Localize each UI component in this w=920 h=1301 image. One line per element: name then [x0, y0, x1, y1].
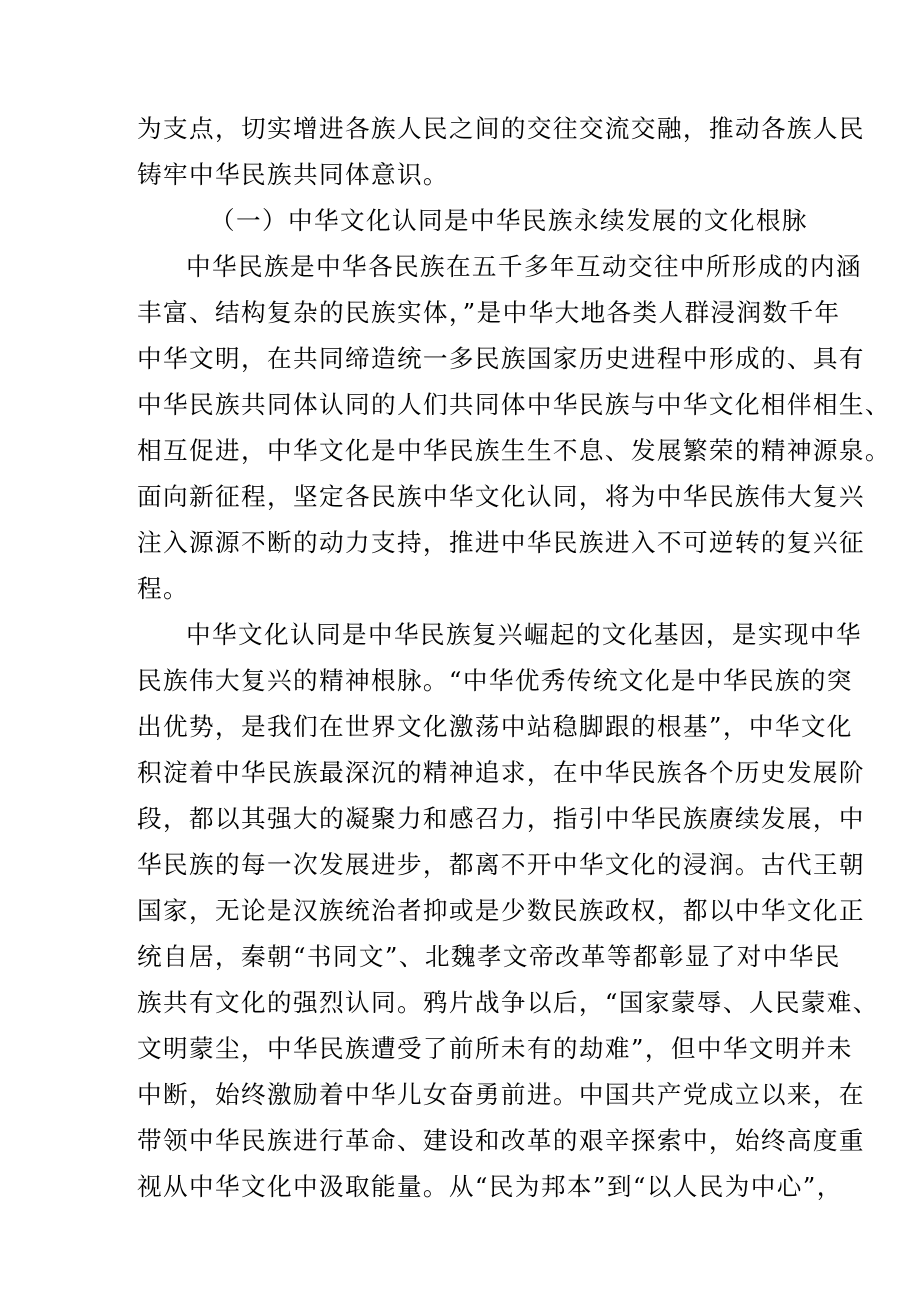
paragraph-line: 注入源源不断的动力支持，推进中华民族进入不可逆转的复兴征 [137, 528, 865, 557]
paragraph-line: 段，都以其强大的凝聚力和感召力，指引中华民族赓续发展，中 [137, 804, 865, 833]
paragraph-line: 统自居，秦朝“书同文”、北魏孝文帝改革等都彰显了对中华民 [137, 942, 841, 971]
paragraph-line: 中华文化认同是中华民族复兴崛起的文化基因，是实现中华 [186, 620, 862, 649]
paragraph-line: 中断，始终激励着中华儿女奋勇前进。中国共产党成立以来，在 [137, 1080, 865, 1109]
paragraph-line: 华民族的每一次发展进步，都离不开中华文化的浸润。古代王朝 [137, 850, 865, 879]
paragraph-line: 丰富、结构复杂的民族实体，”是中华大地各类人群浸润数千年 [137, 298, 841, 327]
paragraph-line: 中华民族共同体认同的人们共同体中华民族与中华文化相伴相生、 [137, 390, 891, 419]
paragraph-line: 面向新征程，坚定各民族中华文化认同，将为中华民族伟大复兴 [137, 482, 865, 511]
paragraph-line: 民族伟大复兴的精神根脉。“中华优秀传统文化是中华民族的突 [137, 666, 853, 695]
paragraph-line: 铸牢中华民族共同体意识。 [137, 160, 449, 189]
section-heading: （一）中华文化认同是中华民族永续发展的文化根脉 [210, 206, 808, 235]
paragraph-line: 积淀着中华民族最深沉的精神追求，在中华民族各个历史发展阶 [137, 758, 865, 787]
paragraph-line: 为支点，切实增进各族人民之间的交往交流交融，推动各族人民 [137, 114, 865, 143]
paragraph-line: 中华民族是中华各民族在五千多年互动交往中所形成的内涵 [186, 252, 862, 281]
paragraph-line: 中华文明，在共同缔造统一多民族国家历史进程中形成的、具有 [137, 344, 865, 373]
paragraph-line: 出优势，是我们在世界文化激荡中站稳脚跟的根基”，中华文化 [137, 712, 853, 741]
paragraph-line: 相互促进，中华文化是中华民族生生不息、发展繁荣的精神源泉。 [137, 436, 891, 465]
paragraph-line: 文明蒙尘，中华民族遭受了前所未有的劫难”，但中华文明并未 [137, 1034, 853, 1063]
paragraph-line: 程。 [137, 574, 189, 603]
paragraph-line: 国家，无论是汉族统治者抑或是少数民族政权，都以中华文化正 [137, 896, 865, 925]
paragraph-line: 视从中华文化中汲取能量。从“民为邦本”到“以人民为中心”， [137, 1172, 843, 1201]
paragraph-line: 族共有文化的强烈认同。鸦片战争以后，“国家蒙辱、人民蒙难、 [137, 988, 879, 1017]
paragraph-line: 带领中华民族进行革命、建设和改革的艰辛探索中，始终高度重 [137, 1126, 865, 1155]
